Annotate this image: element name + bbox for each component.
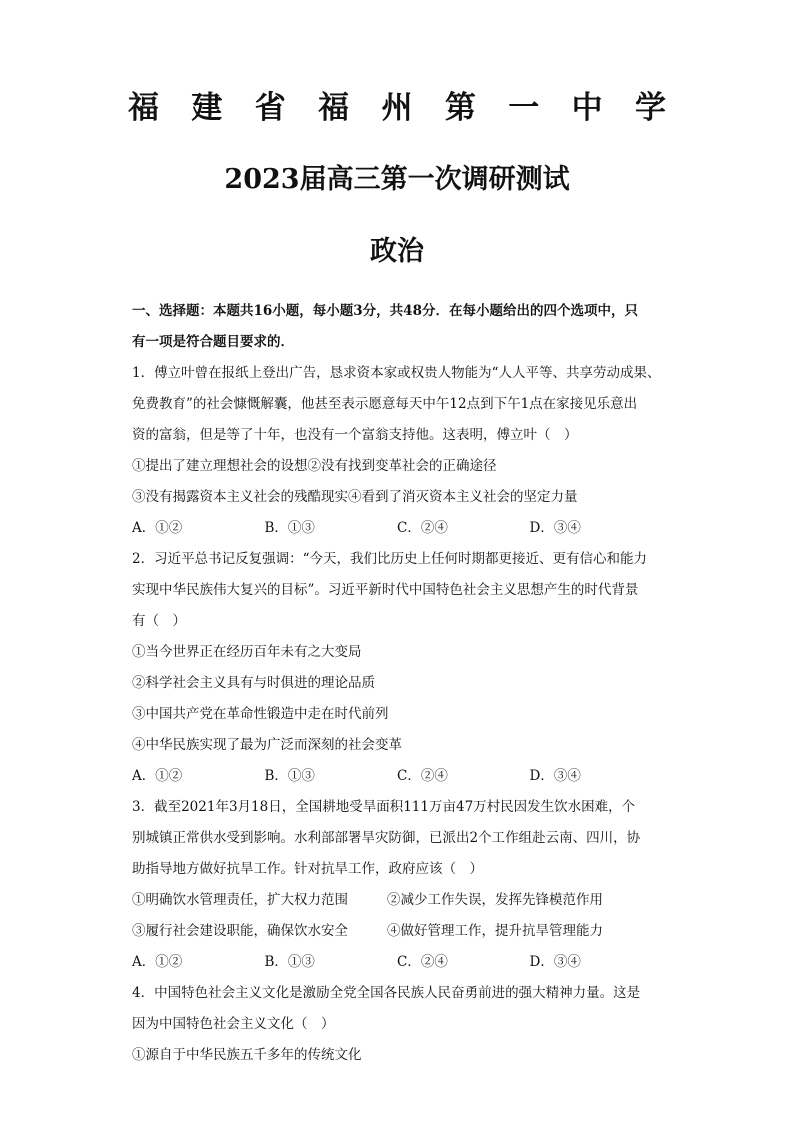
question-statement: ③中国共产党在革命性锻造中走在时代前列	[132, 706, 389, 722]
school-title-char: 学	[635, 90, 666, 126]
question-statement: ④做好管理工作，提升抗旱管理能力	[387, 923, 603, 939]
school-title-char: 省	[254, 90, 286, 126]
option-d: D．③④	[529, 520, 581, 536]
answer-options	[132, 951, 662, 982]
option-b: B．①③	[264, 520, 315, 536]
option-c: C．②④	[397, 520, 448, 536]
question-statement: ③没有揭露资本主义社会的残酷现实④看到了消灭资本主义社会的坚定力量	[132, 489, 578, 505]
subject-title: 政治	[370, 236, 424, 267]
question-stem: 实现中华民族伟大复兴的目标”。习近平新时代中国特色社会主义思想产生的时代背景	[132, 582, 639, 598]
school-title-char: 第	[444, 90, 476, 126]
question-statement: ④中华民族实现了最为广泛而深刻的社会变革	[132, 737, 402, 753]
option-d: D．③④	[529, 768, 581, 784]
question-2	[132, 548, 662, 796]
question-stem: 免费教育”的社会慷慨解囊，他甚至表示愿意每天中午12点到下午1点在家接见乐意出	[132, 396, 638, 412]
school-title-char: 州	[381, 90, 413, 126]
school-title-char: 福	[128, 90, 159, 126]
question-1	[132, 362, 662, 548]
question-stem: 因为中国特色社会主义文化（ ）	[132, 1016, 335, 1032]
answer-options	[132, 517, 662, 548]
question-statement: ①明确饮水管理责任，扩大权力范围	[132, 892, 348, 908]
question-stem: 4．中国特色社会主义文化是激励全党全国各民族人民奋勇前进的强大精神力量。这是	[132, 985, 641, 1001]
option-b: B．①③	[264, 768, 315, 784]
school-title-char: 一	[508, 90, 540, 126]
question-4	[132, 982, 662, 1075]
school-title-char: 建	[191, 90, 223, 126]
question-stem: 助指导地方做好抗旱工作。针对抗旱工作，政府应该（ ）	[132, 861, 483, 877]
exam-title: 2023届高三第一次调研测试	[224, 164, 570, 195]
question-statement: ①当今世界正在经历百年未有之大变局	[132, 644, 362, 660]
statement-pair	[132, 920, 662, 951]
exam-content	[132, 300, 662, 1075]
option-c: C．②④	[397, 954, 448, 970]
answer-options	[132, 765, 662, 796]
question-stem: 别城镇正常供水受到影响。水利部部署旱灾防御，已派出2个工作组赴云南、四川，协	[132, 830, 641, 846]
question-statement: ①源自于中华民族五千多年的传统文化	[132, 1047, 362, 1063]
question-statement: ①提出了建立理想社会的设想②没有找到变革社会的正确途径	[132, 458, 497, 474]
option-b: B．①③	[264, 954, 315, 970]
option-a: A．①②	[132, 520, 183, 536]
option-d: D．③④	[529, 954, 581, 970]
question-3	[132, 796, 662, 982]
school-title-char: 中	[571, 90, 603, 126]
question-stem: 1．傅立叶曾在报纸上登出广告，恳求资本家或权贵人物能为“人人平等、共享劳动成果、	[132, 365, 661, 381]
section-intro: 有一项是符合题目要求的．	[132, 334, 294, 350]
question-statement: ②科学社会主义具有与时俱进的理论品质	[132, 675, 375, 691]
option-a: A．①②	[132, 768, 183, 784]
section-intro: 一、选择题：本题共16小题，每小题3分，共48分．在每小题给出的四个选项中，只	[132, 303, 638, 319]
question-stem: 3．截至2021年3月18日，全国耕地受旱面积111万亩47万村民因发生饮水困难，个	[132, 799, 636, 815]
school-title	[128, 86, 666, 130]
question-stem: 2．习近平总书记反复强调：“今天，我们比历史上任何时期都更接近、更有信心和能力	[132, 551, 647, 567]
question-stem: 有（ ）	[132, 613, 186, 629]
option-c: C．②④	[397, 768, 448, 784]
question-statement: ②减少工作失误，发挥先锋模范作用	[387, 892, 603, 908]
school-title-char: 福	[318, 90, 350, 126]
statement-pair	[132, 889, 662, 920]
option-a: A．①②	[132, 954, 183, 970]
question-statement: ③履行社会建设职能，确保饮水安全	[132, 923, 348, 939]
question-stem: 资的富翁，但是等了十年，也没有一个富翁支持他。这表明，傅立叶（ ）	[132, 427, 578, 443]
